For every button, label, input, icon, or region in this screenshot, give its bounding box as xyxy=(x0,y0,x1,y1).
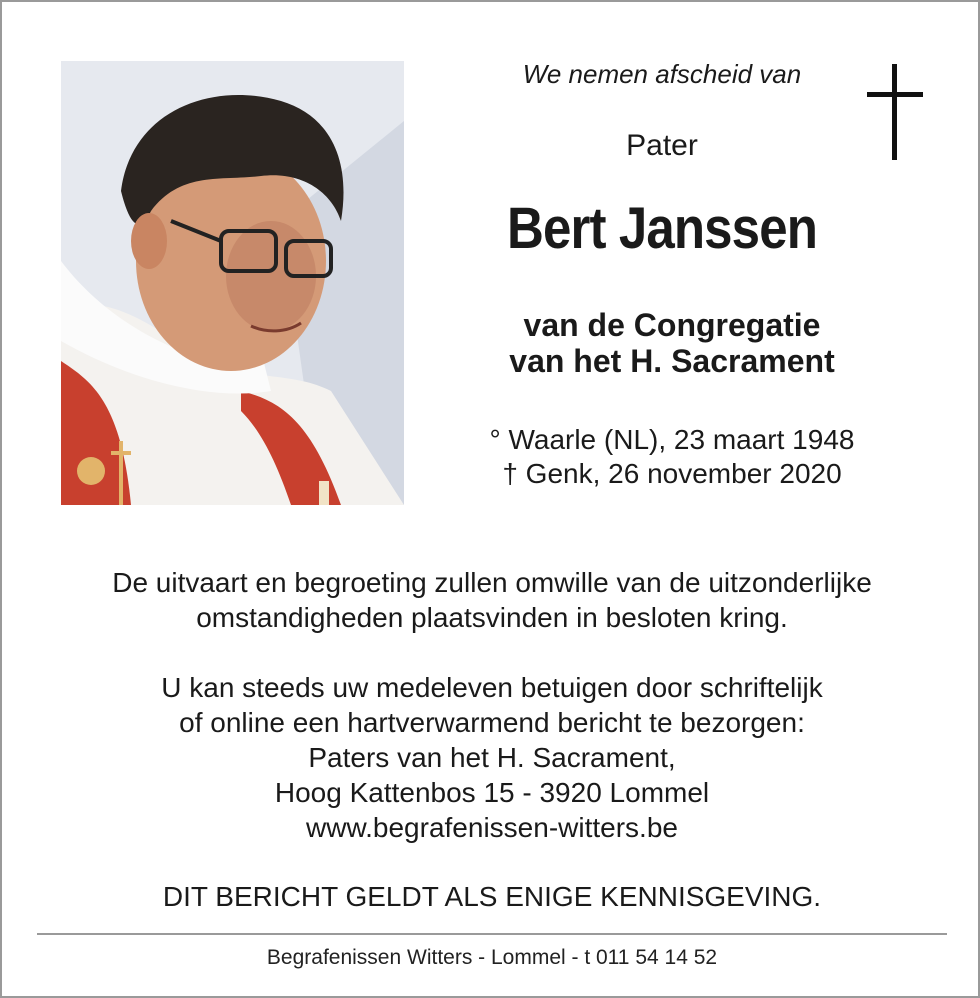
congregation-line-2: van het H. Sacrament xyxy=(509,343,835,379)
birth-date: ° Waarle (NL), 23 maart 1948 xyxy=(489,424,855,455)
message-line: of online een hartverwarmend bericht te bezorgen: xyxy=(179,707,805,738)
death-date: † Genk, 26 november 2020 xyxy=(502,458,842,489)
address-street: Hoog Kattenbos 15 - 3920 Lommel xyxy=(274,777,710,808)
portrait-photo xyxy=(61,61,404,505)
notice-text: DIT BERICHT GELDT ALS ENIGE KENNISGEVING. xyxy=(162,881,822,912)
message-line: U kan steeds uw medeleven betuigen door schriftelijk xyxy=(161,672,823,703)
funeral-message xyxy=(22,565,962,635)
condolence-message xyxy=(22,670,962,845)
message-line: De uitvaart en begroeting zullen omwille van de uitzonderlijke xyxy=(112,567,872,598)
funeral-home-footer: Begrafenissen Witters - Lommel - t 011 54 14 52 xyxy=(266,946,718,969)
website-link[interactable]: www.begrafenissen-witters.be xyxy=(306,812,678,843)
divider xyxy=(37,933,947,935)
intro-text: We nemen afscheid van xyxy=(522,59,802,89)
life-dates xyxy=(412,423,932,491)
address-name: Paters van het H. Sacrament, xyxy=(308,742,676,773)
clerical-title: Pater xyxy=(626,129,698,162)
latin-cross-icon xyxy=(867,64,923,160)
message-line: omstandigheden plaatsvinden in besloten kring. xyxy=(196,602,788,633)
deceased-name: Bert Janssen xyxy=(506,196,818,261)
congregation xyxy=(412,307,932,379)
congregation-line-1: van de Congregatie xyxy=(523,307,821,343)
